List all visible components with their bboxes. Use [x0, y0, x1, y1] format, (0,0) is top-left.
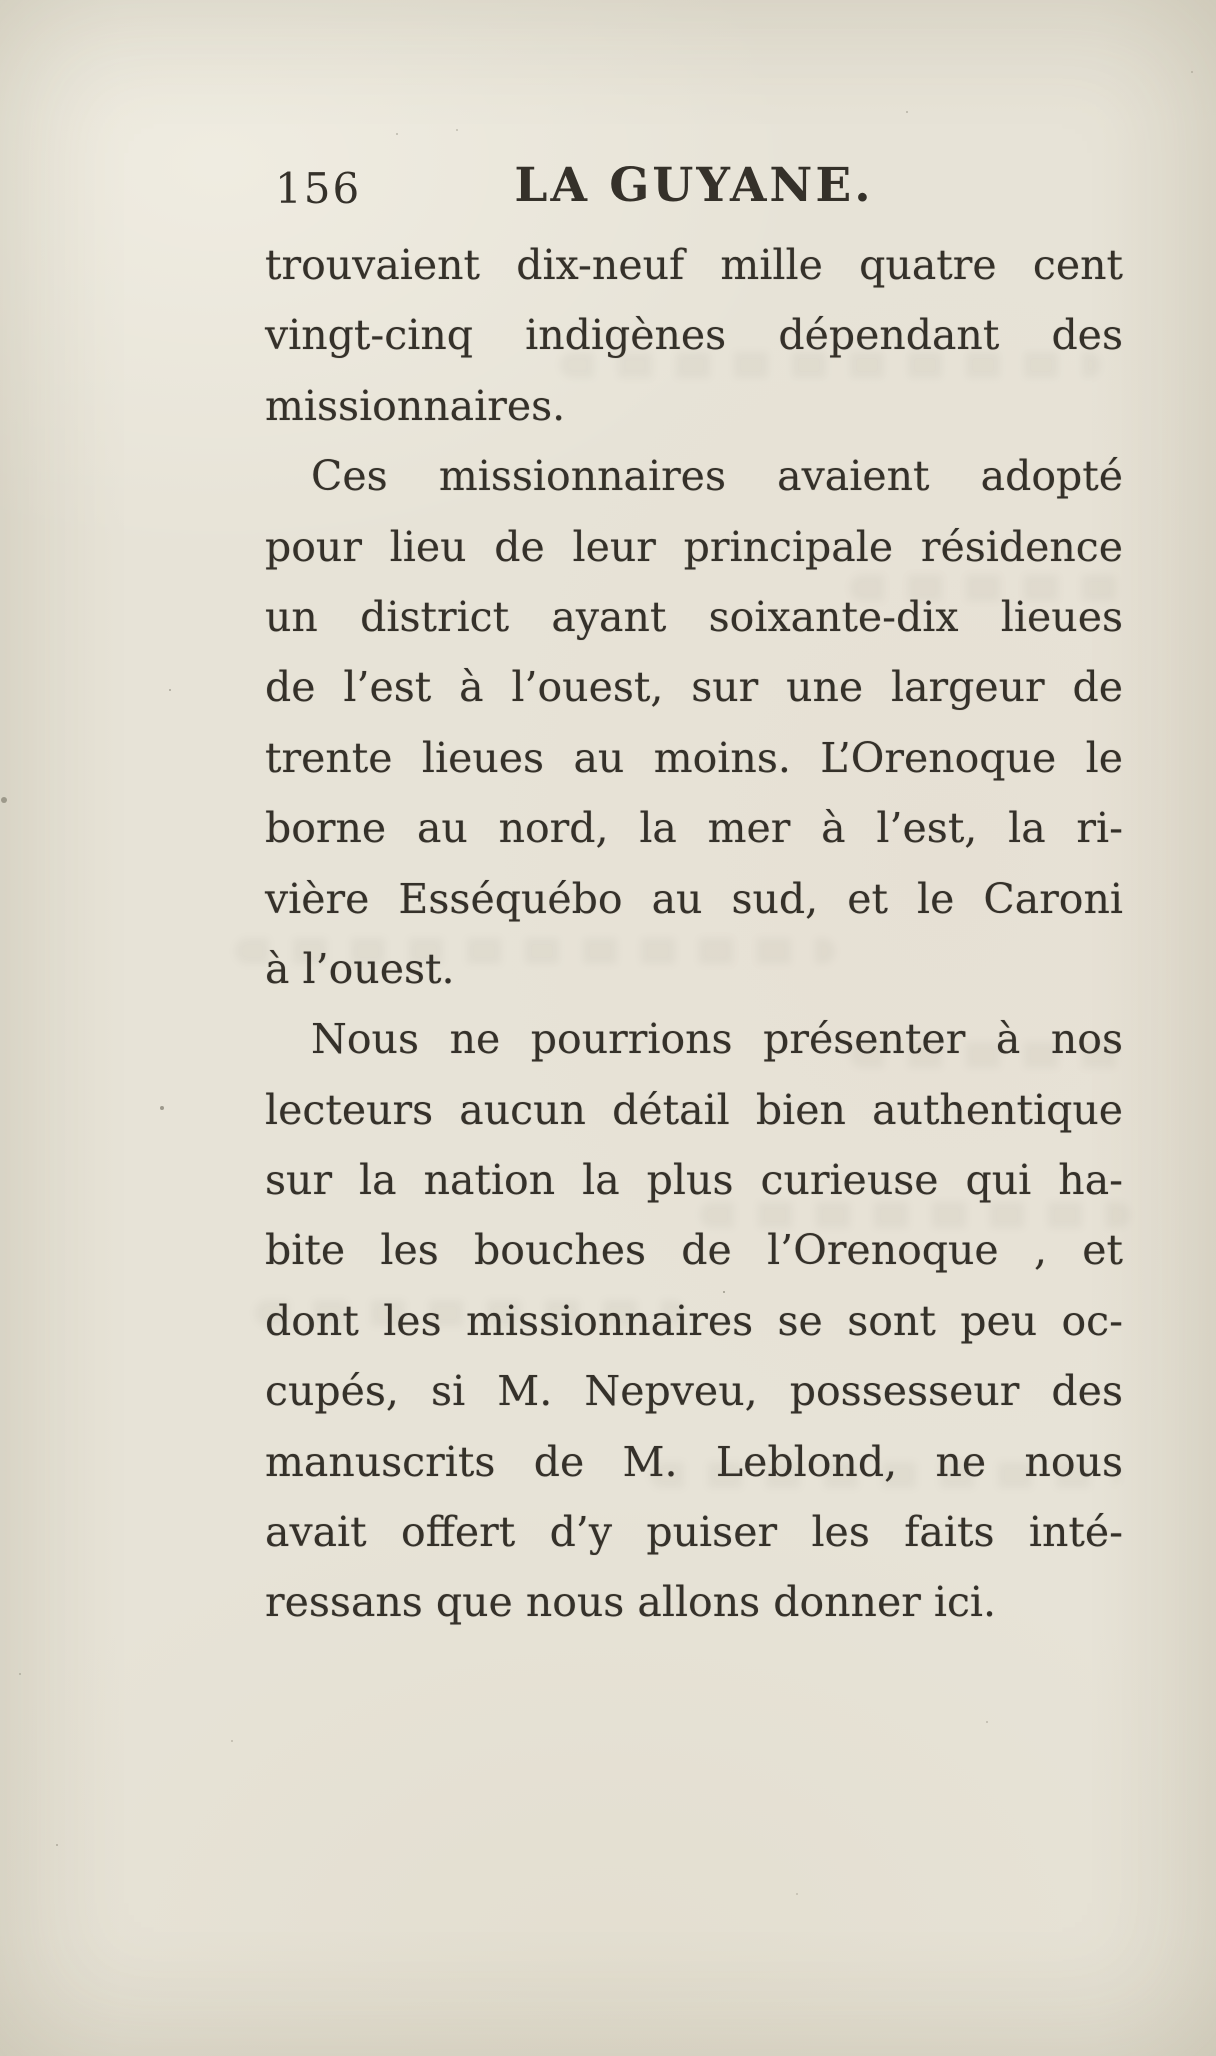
page-number: 156 — [275, 164, 362, 213]
text-line: vière Esséquébo au sud, et le Caroni — [265, 874, 1123, 923]
page-header — [265, 158, 1123, 220]
text-line: lecteurs aucun détail bien authentique — [265, 1085, 1123, 1134]
text-line: un district ayant soixante-dix lieues — [265, 592, 1123, 641]
text-line: manuscrits de M. Leblond, ne nous — [265, 1437, 1123, 1486]
text-line: avait offert d’y puiser les faits inté- — [265, 1508, 1123, 1557]
text-line: sur la nation la plus curieuse qui ha- — [265, 1156, 1123, 1205]
text-line: missionnaires. — [265, 381, 566, 430]
text-line: vingt-cinq indigènes dépendant des — [265, 311, 1123, 360]
text-line: dont les missionnaires se sont peu oc- — [265, 1296, 1123, 1345]
text-line: cupés, si M. Nepveu, possesseur des — [265, 1367, 1123, 1416]
text-line: trouvaient dix-neuf mille quatre cent — [265, 241, 1123, 289]
text-line: ressans que nous allons donner ici. — [265, 1578, 997, 1627]
text-line: trente lieues au moins. L’Orenoque le — [265, 733, 1123, 782]
text-line: bite les bouches de l’Orenoque , et — [265, 1226, 1123, 1275]
body-text — [265, 230, 1123, 1638]
text-line: pour lieu de leur principale résidence — [265, 522, 1123, 571]
text-line: à l’ouest. — [265, 944, 455, 993]
text-line: borne au nord, la mer à l’est, la ri- — [265, 804, 1123, 853]
text-line: Ces missionnaires avaient adopté — [311, 452, 1123, 501]
running-title: LA GUYANE. — [514, 158, 874, 213]
text-line: Nous ne pourrions présenter à nos — [311, 1015, 1123, 1064]
text-line: de l’est à l’ouest, sur une largeur de — [265, 663, 1123, 712]
